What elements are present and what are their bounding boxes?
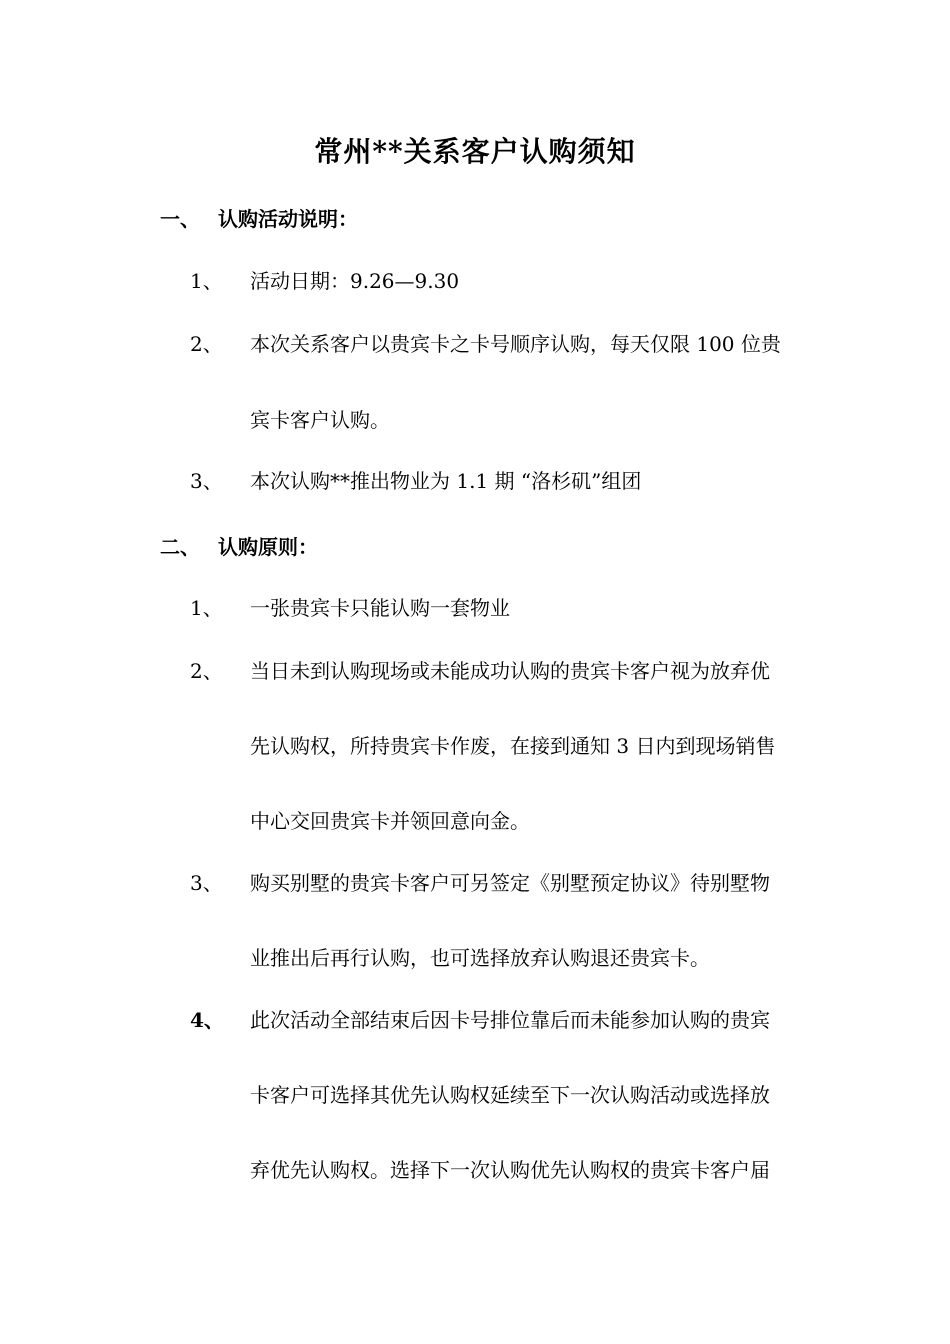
item-text-line: 活动日期：9.26—9.30 xyxy=(250,269,460,293)
item-number: 1、 xyxy=(190,269,223,293)
item-text-line: 一张贵宾卡只能认购一套物业 xyxy=(250,596,510,620)
item-number: 1、 xyxy=(190,596,223,620)
page-title: 常州**关系客户认购须知 xyxy=(314,135,636,168)
item-text-line: 此次活动全部结束后因卡号排位靠后而未能参加认购的贵宾 xyxy=(250,1008,770,1032)
item-number: 3、 xyxy=(190,871,223,895)
section-number: 一、 xyxy=(160,207,200,231)
item-text-line: 购买别墅的贵宾卡客户可另签定《别墅预定协议》待别墅物 xyxy=(250,871,770,895)
section-heading-1 xyxy=(160,203,358,232)
section-title: 认购原则： xyxy=(218,535,318,559)
section-number: 二、 xyxy=(160,535,200,559)
section-title: 认购活动说明： xyxy=(218,207,358,231)
item-text-line: 本次关系客户以贵宾卡之卡号顺序认购，每天仅限 100 位贵 xyxy=(250,332,781,356)
item-number: 3、 xyxy=(190,469,223,493)
item-number: 4、 xyxy=(190,1008,224,1032)
item-text-line: 卡客户可选择其优先认购权延续至下一次认购活动或选择放 xyxy=(250,1083,770,1107)
item-number: 2、 xyxy=(190,659,223,683)
item-text-line: 业推出后再行认购，也可选择放弃认购退还贵宾卡。 xyxy=(250,946,710,970)
item-text-line: 弃优先认购权。选择下一次认购优先认购权的贵宾卡客户届 xyxy=(250,1158,770,1182)
item-text-line: 先认购权，所持贵宾卡作废，在接到通知 3 日内到现场销售 xyxy=(250,734,776,758)
item-text-line: 中心交回贵宾卡并领回意向金。 xyxy=(250,809,530,833)
item-number: 2、 xyxy=(190,332,223,356)
section-heading-2 xyxy=(160,531,318,560)
item-text-line: 本次认购**推出物业为 1.1 期 “洛杉矶”组团 xyxy=(250,469,642,493)
item-text-line: 当日未到认购现场或未能成功认购的贵宾卡客户视为放弃优 xyxy=(250,659,770,683)
item-text-line: 宾卡客户认购。 xyxy=(250,408,390,432)
